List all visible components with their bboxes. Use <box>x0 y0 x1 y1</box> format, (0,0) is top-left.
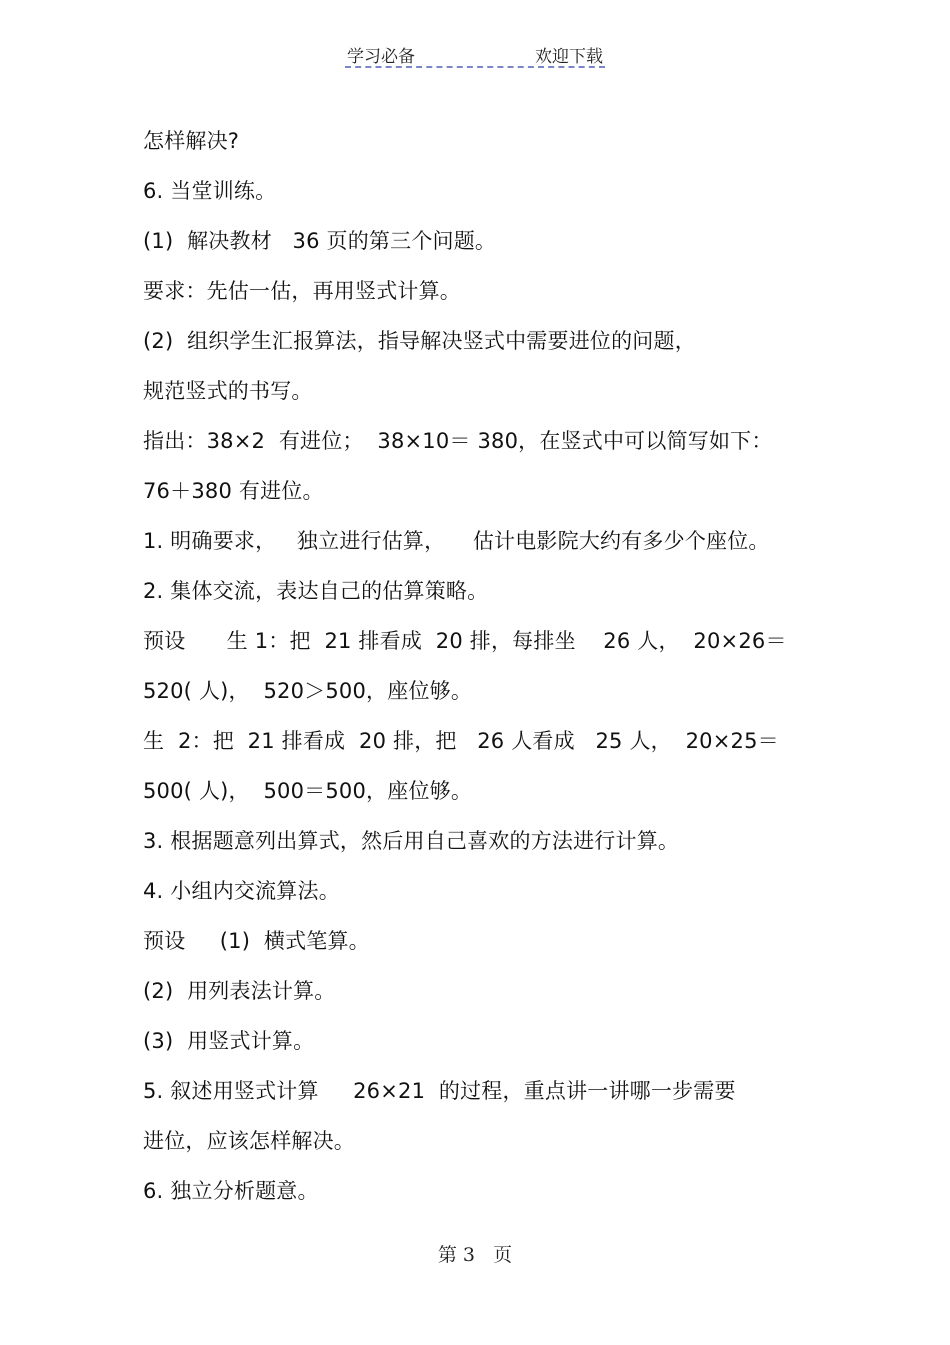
text-line: 520( 人)， 520＞500，座位够。 <box>143 679 473 703</box>
text-line: (1) 解决教材 36 页的第三个问题。 <box>143 229 497 253</box>
text-line: 指出：38×2 有进位； 38×10＝ 380，在竖式中可以简写如下： <box>143 429 773 453</box>
text-line: 4. 小组内交流算法。 <box>143 879 340 903</box>
text-line: 进位，应该怎样解决。 <box>143 1129 355 1153</box>
text-line: 3. 根据题意列出算式，然后用自己喜欢的方法进行计算。 <box>143 829 680 853</box>
text-line: 2. 集体交流，表达自己的估算策略。 <box>143 579 489 603</box>
text-line: 76＋380 有进位。 <box>143 479 324 503</box>
text-line: 生 2：把 21 排看成 20 排，把 26 人看成 25 人， 20×25＝ <box>143 729 779 753</box>
header-left-text: 学习必备 <box>347 47 415 67</box>
header-right-text: 欢迎下载 <box>535 47 603 67</box>
text-line: 预设 (1) 横式笔算。 <box>143 929 370 953</box>
text-line: (2) 用列表法计算。 <box>143 979 336 1003</box>
text-line: 6. 当堂训练。 <box>143 179 277 203</box>
text-line: 1. 明确要求， 独立进行估算， 估计电影院大约有多少个座位。 <box>143 529 770 553</box>
page-header <box>345 40 605 68</box>
text-line: 怎样解决? <box>143 129 240 153</box>
text-line: 5. 叙述用竖式计算 26×21 的过程，重点讲一讲哪一步需要 <box>143 1079 736 1103</box>
page-number: 第 3 页 <box>437 1244 513 1266</box>
document-body <box>143 116 843 1216</box>
text-line: 500( 人)， 500＝500，座位够。 <box>143 779 473 803</box>
text-line: 预设 生 1：把 21 排看成 20 排，每排坐 26 人， 20×26＝ <box>143 629 787 653</box>
text-line: 6. 独立分析题意。 <box>143 1179 319 1203</box>
text-line: 要求：先估一估，再用竖式计算。 <box>143 279 461 303</box>
text-line: (3) 用竖式计算。 <box>143 1029 315 1053</box>
text-line: (2) 组织学生汇报算法，指导解决竖式中需要进位的问题， <box>143 329 696 353</box>
text-line: 规范竖式的书写。 <box>143 379 313 403</box>
